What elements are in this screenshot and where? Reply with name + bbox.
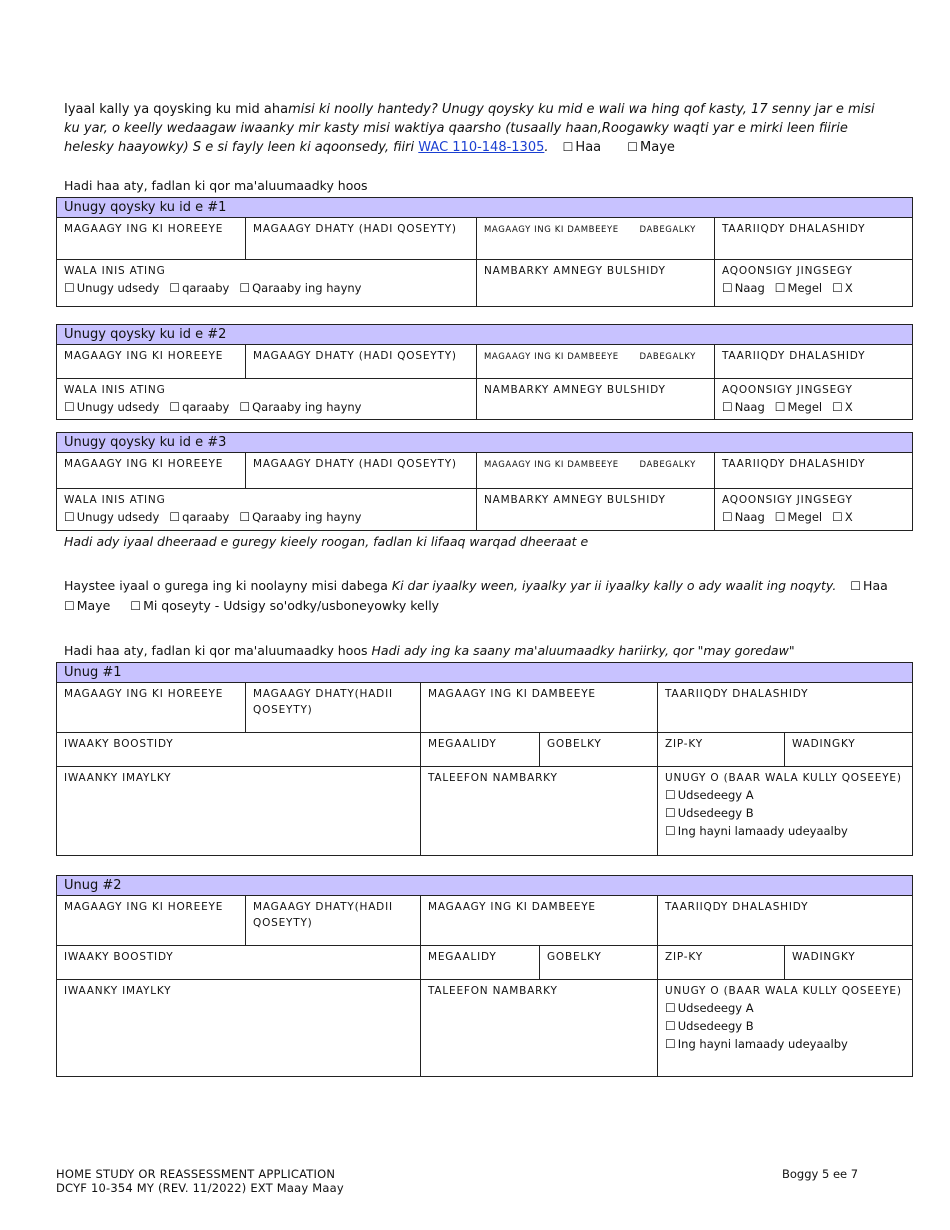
middle-name-field[interactable]: MAGAAGY DHATY (HADI QOSEYTY) — [246, 345, 477, 379]
section1-instruction: Hadi haa aty, fadlan ki qor ma'aluumaadky hoos — [64, 178, 368, 193]
child-table-3 — [56, 432, 913, 531]
dob-field[interactable]: TAARIIQDY DHALASHIDY — [715, 218, 913, 260]
child-title-1: Unugy qoysky ku id e #1 — [57, 198, 913, 218]
state-field[interactable]: GOBELKY — [540, 733, 658, 767]
page-number: Boggy 5 ee 7 — [782, 1167, 859, 1181]
phone-field[interactable]: TALEEFON NAMBARKY — [421, 767, 658, 856]
parent-table-1 — [56, 662, 913, 856]
gender-field[interactable]: AQOONSIGY JINGSEGY ☐ Naag ☐ Megel ☐ X — [715, 379, 913, 420]
intro-yes-label: Haa — [575, 140, 602, 155]
checkbox-icon[interactable]: ☐ — [850, 579, 862, 593]
wac-link[interactable]: WAC 110-148-1305 — [418, 140, 545, 155]
first-name-field[interactable]: MAGAAGY ING KI HOREEYE — [57, 683, 246, 733]
last-name-field[interactable]: MAGAAGY ING KI DAMBEEYE DABEGALKY — [477, 218, 715, 260]
intro-question: Iyaal kally ya qoysking ku mid ahamisi ki noolly hantedy? Unugy qoysky ku mid e wali wa hing qof kasty, 17 senny jar e misi ku yar, o keelly wedaagaw iwaanky mir kasty misi waktiya qaarsho (tusaally haan,Roogawky waqti yar e mirki leen fiirie helesky haayowky) S e si fayly leen ki aqoonsedy, fiiri WAC 110-148-1305. ☐ Haa ☐ Maye — [64, 102, 875, 155]
first-name-field[interactable]: MAGAAGY ING KI HOREEYE — [57, 218, 246, 260]
zip-field[interactable]: ZIP-KY — [658, 733, 785, 767]
city-field[interactable]: MEGAALIDY — [421, 946, 540, 980]
address-field[interactable]: IWAAKY BOOSTIDY — [57, 946, 421, 980]
middle-name-field[interactable]: MAGAAGY DHATY(HADII QOSEYTY) — [246, 683, 421, 733]
city-field[interactable]: MEGAALIDY — [421, 733, 540, 767]
intro-text-2: misi ki noolly hantedy? Unugy qoysky ku mid e wali wa hing qof kasty, 17 senny jar e misi ku yar, o keelly wedaagaw iwaanky mir kasty misi waktiya qaarsho (tusaally haan,Roogawky waqti yar e mirki leen fiirie helesky haayowky) S e si fayly leen ki aqoonsedy, fiiri — [64, 102, 875, 155]
footer-form-title: HOME STUDY OR REASSESSMENT APPLICATION — [56, 1167, 336, 1181]
middle-name-field[interactable]: MAGAAGY DHATY (HADI QOSEYTY) — [246, 218, 477, 260]
question2: Haystee iyaal o gurega ing ki noolayny misi dabega Ki dar iyaalky ween, iyaalky yar ii iyaalky kally o ady waalit ing noqyty. ☐ Haa ☐ Maye ☐ Mi qoseyty - Udsigy so'odky/usboneyowky kelly — [64, 578, 888, 613]
dob-field[interactable]: TAARIIQDY DHALASHIDY — [658, 683, 913, 733]
ssn-field[interactable]: NAMBARKY AMNEGY BULSHIDY — [477, 489, 715, 531]
first-name-field[interactable]: MAGAAGY ING KI HOREEYE — [57, 896, 246, 946]
parent-title-2: Unug #2 — [57, 876, 913, 896]
first-name-field[interactable]: MAGAAGY ING KI HOREEYE — [57, 453, 246, 489]
parent-of-field[interactable]: UNUGY O (BAAR WALA KULLY QOSEEYE) ☐ Udsedeegy A ☐ Udsedeegy B ☐ Ing hayni lamaady udeyaalby — [658, 980, 913, 1077]
checkbox-icon[interactable]: ☐ — [627, 140, 639, 154]
relationship-field[interactable]: WALA INIS ATING ☐ Unugy udsedy ☐ qaraaby ☐ Qaraaby ing hayny — [57, 379, 477, 420]
county-field[interactable]: WADINGKY — [785, 733, 913, 767]
intro-no-label: Maye — [640, 140, 675, 155]
footer — [56, 1167, 344, 1195]
first-name-field[interactable]: MAGAAGY ING KI HOREEYE — [57, 345, 246, 379]
footer-form-id: DCYF 10-354 MY (REV. 11/2022) EXT Maay Maay — [56, 1181, 344, 1195]
state-field[interactable]: GOBELKY — [540, 946, 658, 980]
ssn-field[interactable]: NAMBARKY AMNEGY BULSHIDY — [477, 260, 715, 307]
parent-of-field[interactable]: UNUGY O (BAAR WALA KULLY QOSEEYE) ☐ Udsedeegy A ☐ Udsedeegy B ☐ Ing hayni lamaady udeyaalby — [658, 767, 913, 856]
county-field[interactable]: WADINGKY — [785, 946, 913, 980]
last-name-field[interactable]: MAGAAGY ING KI DAMBEEYE DABEGALKY — [477, 453, 715, 489]
parent-title-1: Unug #1 — [57, 663, 913, 683]
email-field[interactable]: IWAANKY IMAYLKY — [57, 767, 421, 856]
address-field[interactable]: IWAAKY BOOSTIDY — [57, 733, 421, 767]
email-field[interactable]: IWAANKY IMAYLKY — [57, 980, 421, 1077]
dob-field[interactable]: TAARIIQDY DHALASHIDY — [658, 896, 913, 946]
middle-name-field[interactable]: MAGAAGY DHATY (HADI QOSEYTY) — [246, 453, 477, 489]
checkbox-icon[interactable]: ☐ — [562, 140, 574, 154]
last-name-field[interactable]: MAGAAGY ING KI DAMBEEYE — [421, 683, 658, 733]
child-title-3: Unugy qoysky ku id e #3 — [57, 433, 913, 453]
more-children-note: Hadi ady iyaal dheeraad e guregy kieely roogan, fadlan ki lifaaq warqad dheeraat e — [64, 534, 589, 549]
parent-table-2 — [56, 875, 913, 1077]
child-table-2 — [56, 324, 913, 420]
dob-field[interactable]: TAARIIQDY DHALASHIDY — [715, 453, 913, 489]
child-table-1 — [56, 197, 913, 307]
zip-field[interactable]: ZIP-KY — [658, 946, 785, 980]
checkbox-icon[interactable]: ☐ — [130, 599, 142, 613]
intro-text-1: Iyaal kally ya qoysking ku mid aha — [64, 102, 289, 117]
dob-field[interactable]: TAARIIQDY DHALASHIDY — [715, 345, 913, 379]
gender-field[interactable]: AQOONSIGY JINGSEGY ☐ Naag ☐ Megel ☐ X — [715, 489, 913, 531]
last-name-field[interactable]: MAGAAGY ING KI DAMBEEYE DABEGALKY — [477, 345, 715, 379]
child-title-2: Unugy qoysky ku id e #2 — [57, 325, 913, 345]
middle-name-field[interactable]: MAGAAGY DHATY(HADII QOSEYTY) — [246, 896, 421, 946]
relationship-field[interactable]: WALA INIS ATING ☐ Unugy udsedy ☐ qaraaby ☐ Qaraaby ing hayny — [57, 260, 477, 307]
gender-field[interactable]: AQOONSIGY JINGSEGY ☐ Naag ☐ Megel ☐ X — [715, 260, 913, 307]
checkbox-icon[interactable]: ☐ — [64, 599, 75, 613]
last-name-field[interactable]: MAGAAGY ING KI DAMBEEYE — [421, 896, 658, 946]
relationship-field[interactable]: WALA INIS ATING ☐ Unugy udsedy ☐ qaraaby ☐ Qaraaby ing hayny — [57, 489, 477, 531]
ssn-field[interactable]: NAMBARKY AMNEGY BULSHIDY — [477, 379, 715, 420]
section2-instruction: Hadi haa aty, fadlan ki qor ma'aluumaadky hoos Hadi ady ing ka saany ma'aluumaadky hariirky, qor "may goredaw" — [64, 643, 795, 658]
phone-field[interactable]: TALEEFON NAMBARKY — [421, 980, 658, 1077]
